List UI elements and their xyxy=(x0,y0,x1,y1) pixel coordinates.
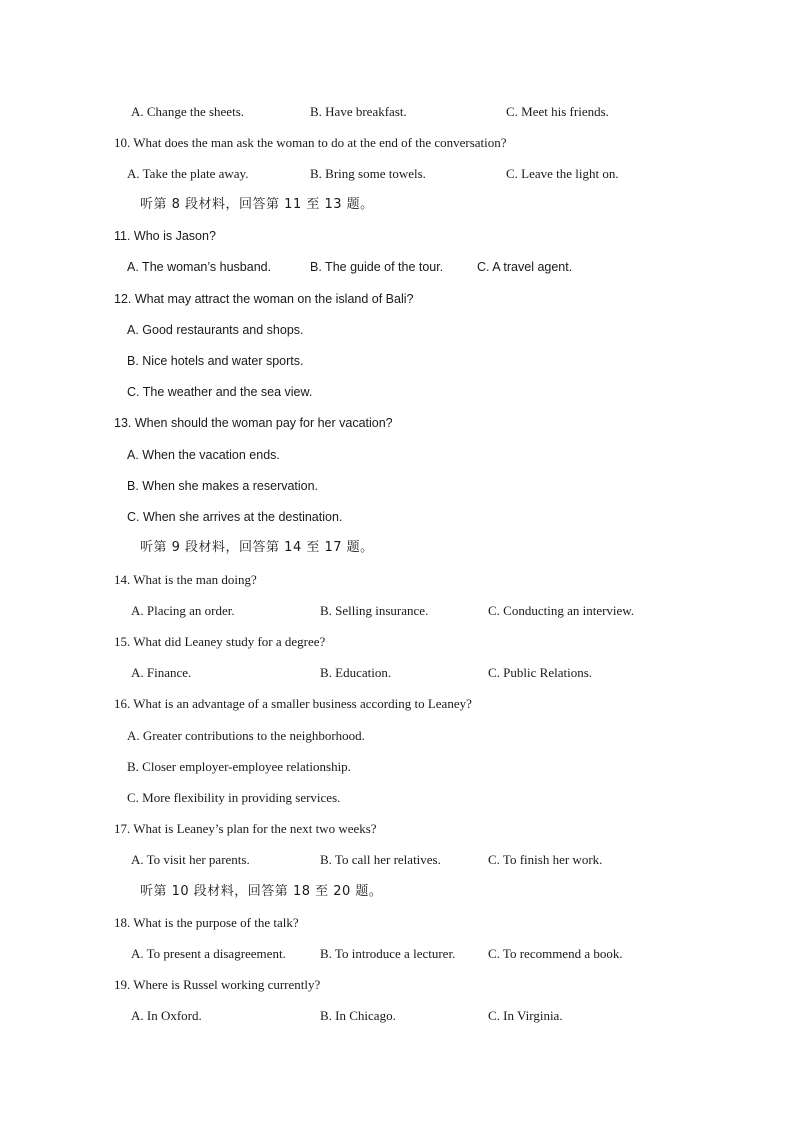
section-8-instruction: 听第 8 段材料，回答第 11 至 13 题。 xyxy=(140,197,374,212)
q12-question: 12. What may attract the woman on the island of Bali? xyxy=(114,292,414,306)
q11-option-b: B. The guide of the tour. xyxy=(310,260,444,274)
q15-option-c: C. Public Relations. xyxy=(488,665,592,680)
q18-question: 18. What is the purpose of the talk? xyxy=(114,915,299,930)
q15-option-a: A. Finance. xyxy=(131,665,192,680)
q11-question: 11. Who is Jason? xyxy=(114,229,216,243)
q16-option-b: B. Closer employer-employee relationship. xyxy=(127,759,351,774)
q19-option-c: C. In Virginia. xyxy=(488,1008,563,1023)
q17-option-c: C. To finish her work. xyxy=(488,852,603,867)
q17-question: 17. What is Leaney’s plan for the next two weeks? xyxy=(114,821,377,836)
q9-option-a: A. Change the sheets. xyxy=(131,104,245,119)
section-9-instruction: 听第 9 段材料，回答第 14 至 17 题。 xyxy=(140,540,374,555)
q17-option-a: A. To visit her parents. xyxy=(131,852,250,867)
q16-option-a: A. Greater contributions to the neighborhood. xyxy=(127,728,365,743)
q11-option-a: A. The woman’s husband. xyxy=(127,260,272,274)
q19-option-a: A. In Oxford. xyxy=(131,1008,202,1023)
section-10-instruction: 听第 10 段材料，回答第 18 至 20 题。 xyxy=(140,884,383,899)
q16-option-c: C. More flexibility in providing services. xyxy=(127,790,341,805)
q18-option-b: B. To introduce a lecturer. xyxy=(320,946,456,961)
q10-option-a: A. Take the plate away. xyxy=(127,166,249,181)
q12-option-b: B. Nice hotels and water sports. xyxy=(127,354,304,368)
q14-option-c: C. Conducting an interview. xyxy=(488,603,635,618)
q10-question: 10. What does the man ask the woman to do at the end of the conversation? xyxy=(114,135,507,150)
q18-option-a: A. To present a disagreement. xyxy=(131,946,286,961)
q19-option-b: B. In Chicago. xyxy=(320,1008,396,1023)
q14-option-b: B. Selling insurance. xyxy=(320,603,429,618)
q15-question: 15. What did Leaney study for a degree? xyxy=(114,634,326,649)
q13-option-b: B. When she makes a reservation. xyxy=(127,479,319,493)
q13-question: 13. When should the woman pay for her vacation? xyxy=(114,416,393,430)
q12-option-a: A. Good restaurants and shops. xyxy=(127,323,304,337)
q13-option-a: A. When the vacation ends. xyxy=(127,448,280,462)
q19-question: 19. Where is Russel working currently? xyxy=(114,977,321,992)
q12-option-c: C. The weather and the sea view. xyxy=(127,385,313,399)
q11-option-c: C. A travel agent. xyxy=(477,260,573,274)
q14-option-a: A. Placing an order. xyxy=(131,603,235,618)
q16-question: 16. What is an advantage of a smaller business according to Leaney? xyxy=(114,696,472,711)
q13-option-c: C. When she arrives at the destination. xyxy=(127,510,343,524)
q14-question: 14. What is the man doing? xyxy=(114,572,257,587)
q10-option-b: B. Bring some towels. xyxy=(310,166,426,181)
q9-option-b: B. Have breakfast. xyxy=(310,104,407,119)
q9-option-c: C. Meet his friends. xyxy=(506,104,609,119)
q17-option-b: B. To call her relatives. xyxy=(320,852,441,867)
q15-option-b: B. Education. xyxy=(320,665,392,680)
q18-option-c: C. To recommend a book. xyxy=(488,946,623,961)
q10-option-c: C. Leave the light on. xyxy=(506,166,619,181)
